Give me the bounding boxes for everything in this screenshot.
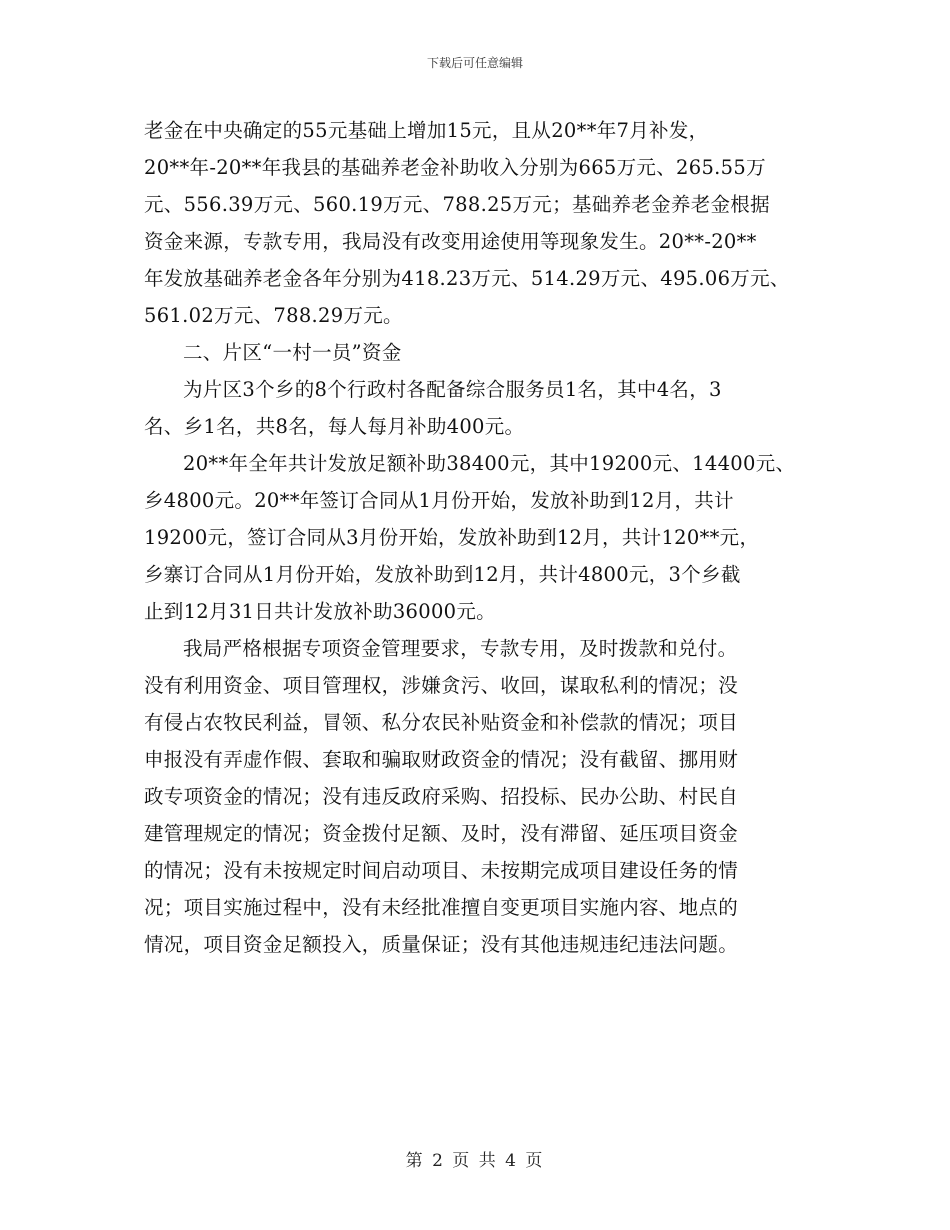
paragraph-line: 年发放基础养老金各年分别为418.23万元、514.29万元、495.06万元、 (144, 267, 790, 290)
page-header: 下载后可任意编辑 (426, 56, 523, 70)
paragraph-line: 情况，项目资金足额投入，质量保证；没有其他违规违纪违法问题。 (144, 933, 739, 956)
paragraph-line: 没有利用资金、项目管理权，涉嫌贪污、收回，谋取私利的情况；没 (144, 674, 739, 697)
paragraph-line: 乡寨订合同从1月份开始，发放补助到12月，共计4800元，3个乡截 (144, 563, 741, 586)
paragraph-line: 的情况；没有未按规定时间启动项目、未按期完成项目建设任务的情 (144, 859, 739, 882)
paragraph-line: 元、556.39万元、560.19万元、788.25万元；基础养老金养老金根据 (144, 193, 770, 216)
paragraph-line: 为片区3个乡的8个行政村各配备综合服务员1名，其中4名，3 (183, 378, 722, 401)
paragraph-line: 20**年-20**年我县的基础养老金补助收入分别为665万元、265.55万 (144, 156, 766, 179)
paragraph-line: 老金在中央确定的55元基础上增加15元，且从20**年7月补发， (144, 119, 709, 142)
paragraph-line: 乡4800元。20**年签订合同从1月份开始，发放补助到12月，共计 (144, 489, 734, 512)
paragraph-line: 有侵占农牧民利益，冒领、私分农民补贴资金和补偿款的情况；项目 (144, 711, 739, 734)
paragraph-line: 政专项资金的情况；没有违反政府采购、招投标、民办公助、村民自 (144, 785, 739, 808)
paragraph-line: 20**年全年共计发放足额补助38400元，其中19200元、14400元、 (183, 452, 796, 475)
paragraph-line: 561.02万元、788.29万元。 (144, 304, 403, 327)
paragraph-line: 止到12月31日共计发放补助36000元。 (144, 600, 496, 623)
page-footer: 第 2 页 共 4 页 (405, 1151, 545, 1171)
paragraph-line: 名、乡1名，共8名，每人每月补助400元。 (144, 415, 525, 438)
paragraph-line: 建管理规定的情况；资金拨付足额、及时，没有滞留、延压项目资金 (144, 822, 739, 845)
paragraph-line: 况；项目实施过程中，没有未经批准擅自变更项目实施内容、地点的 (144, 896, 739, 919)
section-heading: 二、片区“一村一员”资金 (183, 341, 402, 364)
paragraph-line: 资金来源，专款专用，我局没有改变用途使用等现象发生。20**-20** (144, 230, 757, 253)
paragraph-line: 19200元，签订合同从3月份开始，发放补助到12月，共计120**元， (144, 526, 760, 549)
paragraph-line: 我局严格根据专项资金管理要求，专款专用，及时拨款和兑付。 (183, 637, 738, 660)
body-text (144, 112, 834, 963)
paragraph-line: 申报没有弄虚作假、套取和骗取财政资金的情况；没有截留、挪用财 (144, 748, 739, 771)
